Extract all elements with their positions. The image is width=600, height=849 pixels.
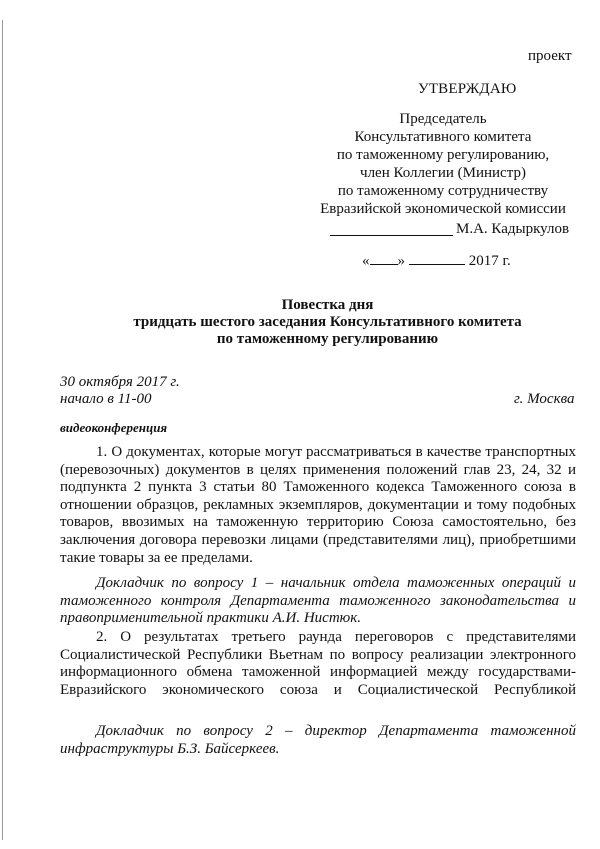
speaker-line: Докладчик по вопросу 1 – начальник отдела таможенных операций и: [96, 575, 576, 591]
item-line: отношении образцов, рекламных экземпляров, документации и тому подобных: [60, 496, 576, 513]
date-year: 2017 г.: [468, 253, 511, 269]
item-line: 1. О документах, которые могут рассматриваться в качестве транспортных: [96, 444, 576, 460]
date-close-quote: »: [397, 253, 405, 269]
agenda-title-line: тридцать шестого заседания Консультативного комитета: [133, 314, 522, 330]
speaker-line: таможенного контроля Департамента таможенного законодательства и: [60, 592, 576, 609]
agenda-item-1-speaker: [60, 575, 576, 628]
meeting-city: г. Москва: [514, 391, 575, 407]
approval-date: [362, 250, 511, 270]
agenda-title: [60, 297, 595, 348]
item-line: информационного обмена таможенной информацией между государствами-: [60, 664, 576, 681]
chairman-line: Евразийской экономической комиссии: [320, 201, 566, 217]
agenda-title-line: по таможенному регулированию: [216, 331, 439, 347]
item-line: подпункта 2 пункта 3 статьи 80 Таможенного кодекса Таможенного союза в: [60, 479, 576, 496]
speaker-line: инфраструктуры Б.З. Байсеркеев.: [60, 740, 280, 757]
signatory-name: М.А. Кадыркулов: [456, 221, 570, 237]
item-line: 2. О результатах третьего раунда переговоров с представителями: [96, 629, 576, 645]
chairman-line: Консультативного комитета: [354, 129, 532, 145]
item-line: заключения договора перевозки лицами (представителями лиц), приобретшими: [60, 531, 576, 548]
approve-heading: УТВЕРЖДАЮ: [418, 81, 517, 97]
item-line: такие товары за ее пределами.: [60, 549, 253, 566]
speaker-line: Докладчик по вопросу 2 – директор Департамента таможенной: [96, 723, 576, 739]
chairman-line: по таможенному регулированию,: [336, 147, 550, 163]
agenda-item-1: [60, 444, 576, 567]
agenda-item-2: [60, 629, 576, 699]
scan-edge-line: [2, 20, 3, 840]
date-month-blank: [409, 250, 465, 265]
date-day-blank: [370, 250, 398, 265]
item-line: Социалистической Республики Вьетнам по вопросу реализации электронного: [60, 646, 576, 663]
item-line: товаров, ввозимых на таможенную территорию Союза самостоятельно, без: [60, 514, 576, 531]
item-line: Евразийского экономического союза и Социалистической Республикой: [60, 681, 576, 698]
agenda-title-line: Повестка дня: [281, 297, 374, 313]
meeting-start-time: начало в 11-00: [60, 391, 152, 407]
chairman-line: по таможенному сотрудничеству: [337, 183, 549, 199]
speaker-line: правоприменительной практики А.И. Нистюк.: [60, 610, 361, 627]
chairman-title-block: [310, 110, 576, 218]
chairman-line: член Коллегии (Министр): [360, 165, 526, 181]
date-open-quote: «: [362, 253, 370, 269]
project-label: проект: [528, 48, 572, 64]
item-line: (перевозочных) документов в целях применения положений глав 23, 24, 32 и: [60, 461, 576, 478]
chairman-line: Председатель: [399, 111, 487, 127]
meeting-format: видеоконференция: [60, 420, 168, 435]
agenda-item-2-speaker: [60, 723, 576, 758]
signature-line: [330, 235, 453, 236]
meeting-date: 30 октября 2017 г.: [60, 374, 180, 390]
